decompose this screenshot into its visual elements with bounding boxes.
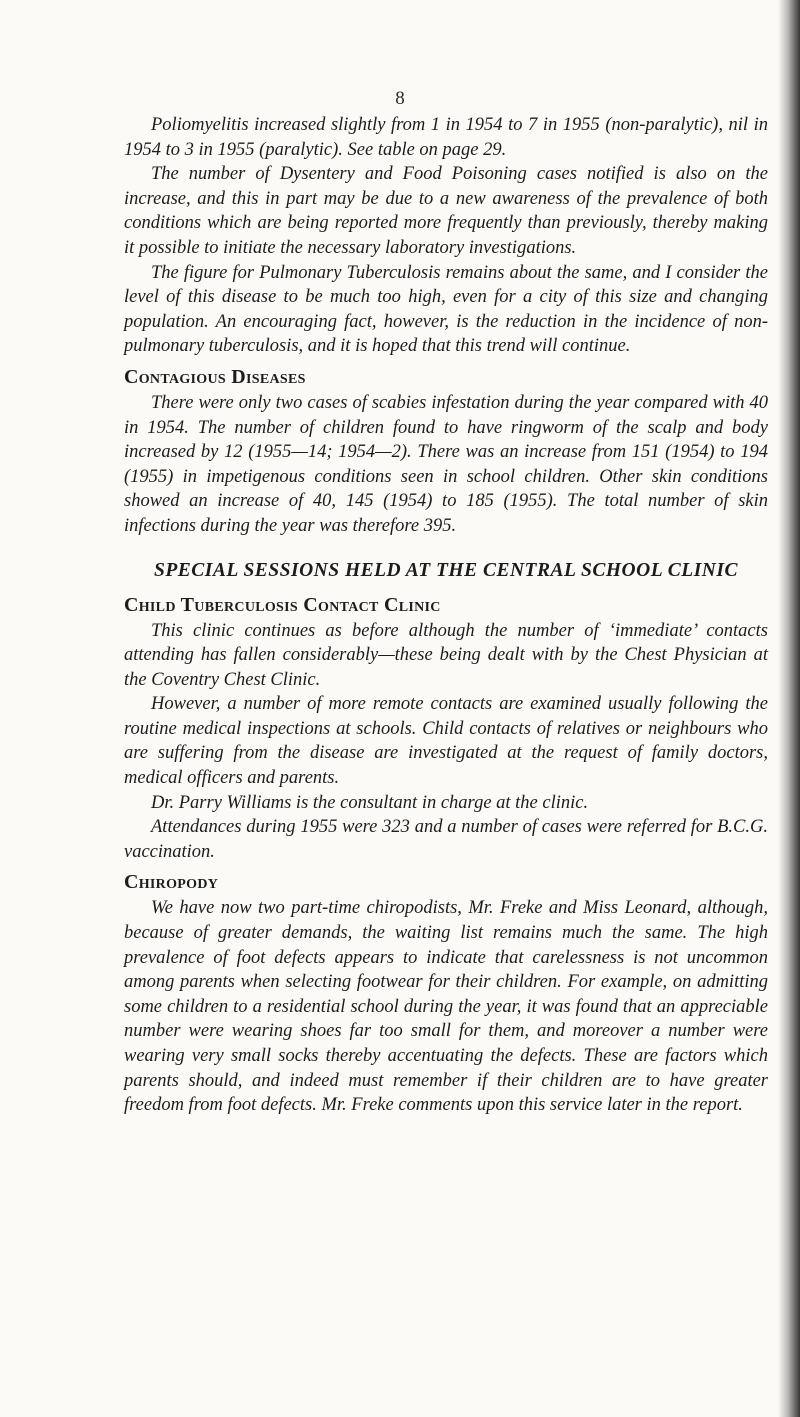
paragraph-chiropody: We have now two part-time chiropodists, Mr. Freke and Miss Leonard, although, because of greater demands, the waiting list remains much the same. The high prevalence of foot defects appears to indicate that carelessness is not uncommon among parents when selecting footwear for their children. For example, on admitting some children to a residential school during the year, it was found that an appreciable number were wearing shoes far too small for them, and moreover a number were wearing very small socks thereby accentuating the defects. These are factors which parents should, and indeed must remember if their children are to have greater freedom from foot defects. Mr. Freke comments upon this service later in the report. (124, 898, 768, 1116)
paragraph-poliomyelitis: Poliomyelitis increased slightly from 1 in 1954 to 7 in 1955 (non-paralytic), nil in 1954 to 3 in 1955 (paralytic). See table on page 29. (124, 115, 768, 160)
heading-special-sessions: SPECIAL SESSIONS HELD AT THE CENTRAL SCHOOL CLINIC (154, 559, 738, 581)
page-body (124, 113, 768, 1118)
page-number: 8 (395, 88, 405, 109)
paragraph-contagious-diseases: There were only two cases of scabies infestation during the year compared with 40 in 1954. The number of children found to have ringworm of the scalp and body increased by 12 (1955—14; 1954—2). There was an increase from 151 (1954) to 194 (1955) in impetigenous conditions seen in school children. Other skin conditions showed an increase of 40, 145 (1954) to 185 (1955). The total number of skin infections during the year was therefore 395. (124, 392, 768, 536)
paragraph-dysentery: The number of Dysentery and Food Poisoning cases notified is also on the increase, and this in part may be due to a new awareness of the prevalence of both conditions which are being reported more frequently than previously, thereby making it possible to initiate the necessary laboratory investigations. (124, 164, 768, 258)
heading-contagious-diseases: Contagious Diseases (124, 365, 306, 388)
paragraph-tuberculosis: The figure for Pulmonary Tuberculosis remains about the same, and I consider the level of this disease to be much too high, even for a city of this size and changing population. An encouraging fact, however, is the reduction in the incidence of non-pulmonary tuberculosis, and it is hoped that this trend will continue. (124, 262, 768, 357)
paragraph-child-tb-1: This clinic continues as before although the number of ‘immediate’ contacts attending has fallen considerably—these being dealt with by the Chest Physician at the Coventry Chest Clinic. (124, 620, 768, 690)
heading-child-tb-clinic: Child Tuberculosis Contact Clinic (124, 593, 441, 616)
paragraph-child-tb-3: Dr. Parry Williams is the consultant in charge at the clinic. (151, 792, 589, 813)
page-edge-shadow (778, 0, 800, 1417)
paragraph-child-tb-4: Attendances during 1955 were 323 and a number of cases were referred for B.C.G. vaccination. (124, 817, 768, 862)
heading-chiropody: Chiropody (124, 871, 219, 894)
paragraph-child-tb-2: However, a number of more remote contacts are examined usually following the routine medical inspections at schools. Child contacts of relatives or neighbours who are suffering from the disease are investigated at the request of family doctors, medical officers and parents. (124, 694, 768, 789)
